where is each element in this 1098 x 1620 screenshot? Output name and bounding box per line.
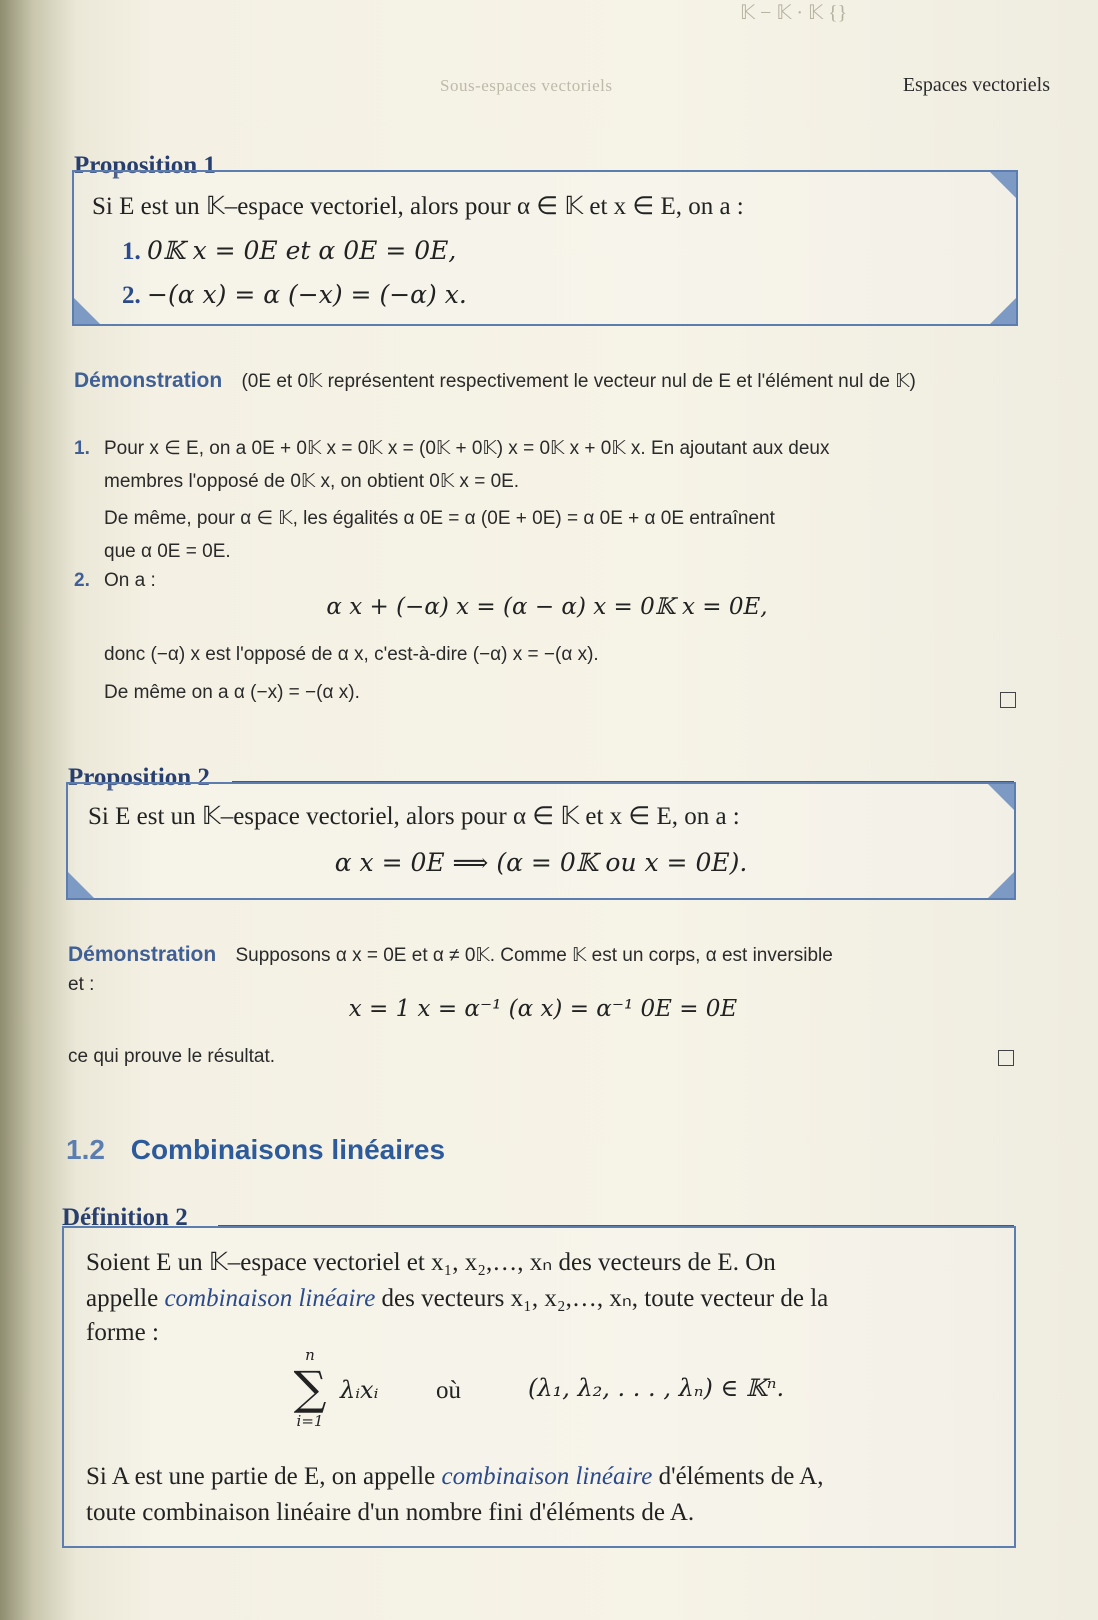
demonstration-1-item-1: 1. Pour x ∈ E, on a 0E + 0𝕂 x = 0𝕂 x = (0𝕂 + 0𝕂) x = 0𝕂 x + 0𝕂 x. En ajoutant aux deux membres l'opposé de 0𝕂 x, on obtient 0𝕂 x = 0E. De même, pour α ∈ 𝕂, les égalités α 0E = α (0E + 0E) = α 0E + α 0E entraînent que α 0E = 0E. (74, 432, 1020, 568)
definition-text: Soient E un 𝕂–espace vectoriel et x₁, x₂,…, xₙ des vecteurs de E. On (86, 1249, 776, 1276)
box-corner (990, 298, 1016, 324)
item-text: 0𝕂 x = 0E et α 0E = 0E, (147, 236, 457, 265)
demonstration-1-conclusion: De même on a α (−x) = −(α x). (104, 682, 360, 703)
definition-text: appelle combinaison linéaire des vecteurs x₁, x₂,…, xₙ, toute vecteur de la (86, 1285, 829, 1312)
demonstration-label: Démonstration (74, 369, 223, 392)
equation: α x + (−α) x = (α − α) x = 0𝕂 x = 0E, (326, 594, 768, 620)
proposition-2-title: Proposition 2 (68, 764, 210, 791)
bleed-through-text: Sous-espaces vectoriels (440, 76, 613, 95)
definition-text: Si A est une partie de E, on appelle combinaison linéaire d'éléments de A, (86, 1463, 824, 1490)
demonstration-2-text: et : (68, 974, 95, 995)
formula-tuple: (λ₁, λ₂, . . . , λₙ) ∈ 𝕂ⁿ. (528, 1374, 785, 1402)
demonstration-2-conclusion: ce qui prouve le résultat. (68, 1046, 276, 1067)
defined-term: combinaison linéaire (441, 1463, 653, 1490)
section-heading (66, 1134, 445, 1166)
definition-2-title: Définition 2 (62, 1204, 188, 1231)
defined-term: combinaison linéaire (164, 1285, 376, 1312)
definition-text: forme : (86, 1319, 159, 1346)
formula-conjunction: où (436, 1377, 461, 1404)
equation: α x = 0E ⟹ (α = 0𝕂 ou x = 0E). (334, 848, 748, 877)
bleed-through-text: 𝕂 − 𝕂 · 𝕂 {} (740, 2, 848, 24)
section-number: 1.2 (66, 1134, 105, 1165)
list-item (122, 232, 456, 271)
box-corner (74, 298, 100, 324)
demonstration-1-intro: Démonstration (0E et 0𝕂 représentent respectivement le vecteur nul de E et l'élément nul de 𝕂) (74, 369, 916, 392)
running-header: Espaces vectoriels (902, 74, 1050, 96)
section-title: Combinaisons linéaires (130, 1134, 446, 1165)
summation-body: λᵢxᵢ (340, 1376, 379, 1404)
demonstration-1-conclusion: donc (−α) x est l'opposé de α x, c'est-à-dire (−α) x = −(α x). (104, 644, 599, 665)
item-number: 1. (74, 438, 90, 459)
item-number: 2. (74, 570, 90, 591)
box-corner (990, 172, 1016, 198)
demonstration-2-intro: Démonstration Supposons α x = 0E et α ≠ 0𝕂. Comme 𝕂 est un corps, α est inversible (68, 943, 833, 966)
item-number: 1. (122, 238, 141, 265)
proposition-2-statement: Si E est un 𝕂–espace vectoriel, alors pour α ∈ 𝕂 et x ∈ E, on a : (88, 803, 740, 830)
list-item (122, 276, 467, 315)
proposition-1-statement: Si E est un 𝕂–espace vectoriel, alors pour α ∈ 𝕂 et x ∈ E, on a : (92, 193, 744, 220)
equation: x = 1 x = α⁻¹ (α x) = α⁻¹ 0E = 0E (348, 996, 738, 1022)
qed-symbol (1000, 692, 1016, 708)
demonstration-1-item-2: 2. On a : (74, 564, 1020, 597)
summation-symbol: n ∑ i=1 (293, 1346, 327, 1430)
item-number: 2. (122, 282, 141, 309)
qed-symbol (998, 1050, 1014, 1066)
box-corner (988, 784, 1014, 810)
proposition-1-title: Proposition 1 (74, 152, 216, 179)
demonstration-label: Démonstration (68, 943, 217, 966)
definition-text: toute combinaison linéaire d'un nombre fini d'éléments de A. (86, 1499, 695, 1526)
item-text: −(α x) = α (−x) = (−α) x. (147, 280, 467, 309)
